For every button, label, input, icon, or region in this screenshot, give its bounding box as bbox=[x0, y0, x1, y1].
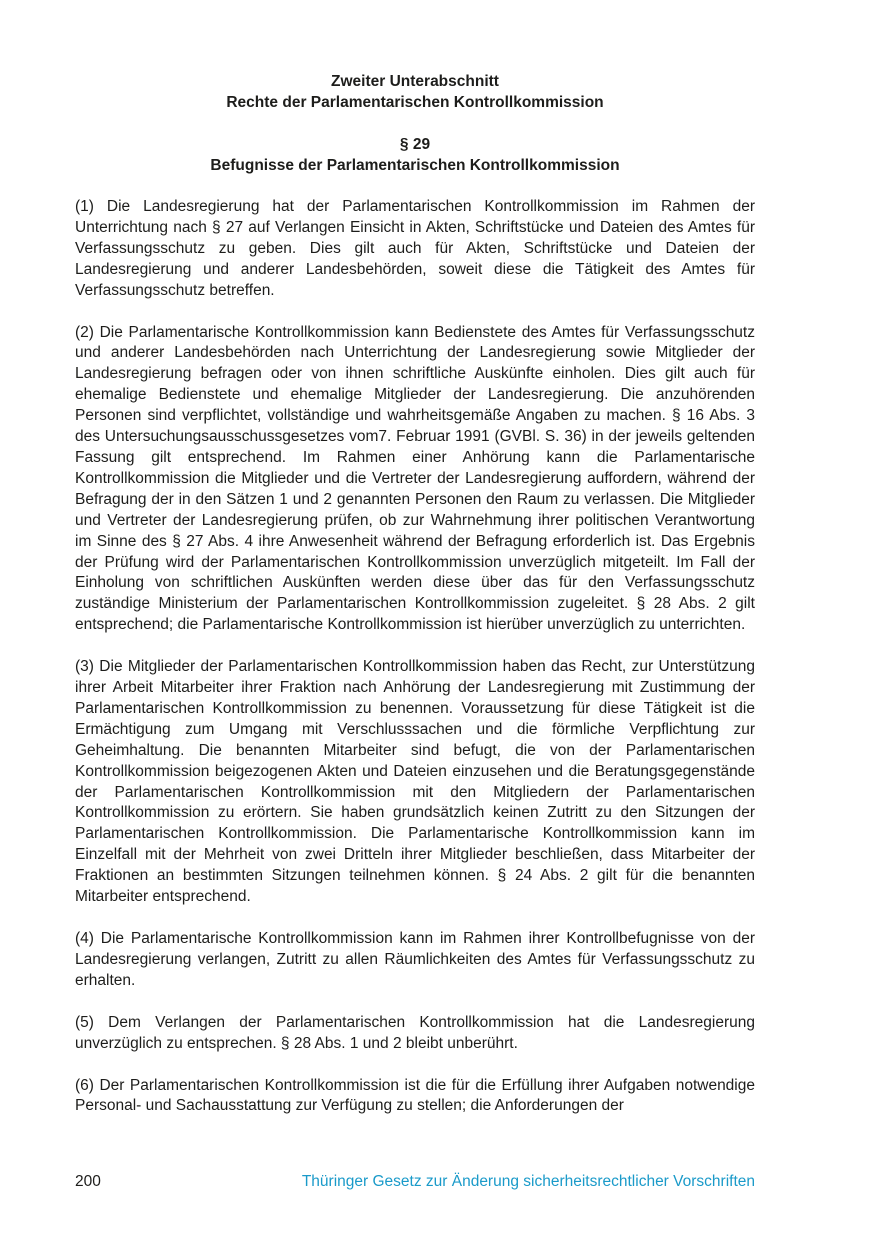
clause-5: (5) Dem Verlangen der Parlamentarischen Kontrollkommission hat die Landesregierung unverzüglich zu entsprechen. § 28 Abs. 1 und 2 bleibt unberührt. bbox=[75, 1013, 755, 1052]
running-title: Thüringer Gesetz zur Änderung sicherheitsrechtlicher Vorschriften bbox=[301, 1173, 755, 1190]
paragraph-number: § 29 bbox=[399, 136, 431, 153]
body-text bbox=[75, 197, 755, 1138]
clause-3: (3) Die Mitglieder der Parlamentarischen Kontrollkommission haben das Recht, zur Unterstützung ihrer Arbeit Mitarbeiter ihrer Fraktion nach Anhörung der Landesregierung mit Zustimmung der Parlamentarischen Kontrollkommission zu benennen. Voraussetzung für diese Tätigkeit ist die Ermächtigung zum Umgang mit Verschlusssachen und die förmliche Verpflichtung zur Geheimhaltung. Die benannten Mitarbeiter sind befugt, die von der Parlamentarischen Kontrollkommission beigezogenen Akten und Dateien einzusehen und die Beratungsgegenstände der Parlamentarischen Kontrollkommission mit den Mitgliedern der Parlamentarischen Kontrollkommission zu erörtern. Sie haben grundsätzlich keinen Zutritt zu den Sitzungen der Parlamentarischen Kontrollkommission. Die Parlamentarische Kontrollkommission kann im Einzelfall mit der Mehrheit von zwei Dritteln ihrer Mitglieder beschließen, dass Mitarbeiter der Fraktionen an bestimmten Sitzungen teilnehmen können. § 24 Abs. 2 gilt für die benannten Mitarbeiter entsprechend. bbox=[75, 658, 755, 906]
paragraph-heading bbox=[75, 134, 755, 176]
clause-2: (2) Die Parlamentarische Kontrollkommission kann Bedienstete des Amtes für Verfassungsschutz und anderer Landesbehörden nach Unterrichtung der Landesregierung sowie Mitglieder der Landesregierung befragen oder von ihnen schriftliche Auskünfte einholen. Dies gilt auch für ehemalige Bedienstete und ehemalige Mitglieder der Landesregierung. Die anzuhörenden Personen sind verpflichtet, vollständige und wahrheitsgemäße Angaben zu machen. § 16 Abs. 3 des Untersuchungsausschussgesetzes vom7. Februar 1991 (GVBl. S. 36) in der jeweils geltenden Fassung gilt entsprechend. Im Rahmen einer Anhörung kann die Parlamentarische Kontrollkommission die Mitglieder und die Vertreter der Landesregierung auffordern, während der Befragung der in den Sätzen 1 und 2 genannten Personen den Raum zu verlassen. Die Mitglieder und Vertreter der Landesregierung prüfen, ob zur Wahrnehmung ihrer politischen Verantwortung im Sinne des § 27 Abs. 4 ihre Anwesenheit während der Befragung erforderlich ist. Das Ergebnis der Prüfung wird der Parlamentarischen Kontrollkommission unverzüglich mitgeteilt. Im Fall der Einholung von schriftlichen Auskünften werden diese über das für den Verfassungsschutz zuständige Ministerium der Parlamentarischen Kontrollkommission zugeleitet. § 28 Abs. 2 gilt entsprechend; die Parlamentarische Kontrollkommission ist hierüber unverzüglich zu unterrichten. bbox=[75, 323, 755, 634]
subsection-title: Rechte der Parlamentarischen Kontrollkommission bbox=[226, 94, 604, 111]
page-number: 200 bbox=[75, 1173, 101, 1190]
clause-4: (4) Die Parlamentarische Kontrollkommission kann im Rahmen ihrer Kontrollbefugnisse von der Landesregierung verlangen, Zutritt zu allen Räumlichkeiten des Amtes für Verfassungsschutz zu erhalten. bbox=[75, 930, 755, 989]
subsection-heading bbox=[75, 71, 755, 113]
subsection-label: Zweiter Unterabschnitt bbox=[331, 73, 499, 90]
clause-6: (6) Der Parlamentarischen Kontrollkommission ist die für die Erfüllung ihrer Aufgaben notwendige Personal- und Sachausstattung zur Verfügung zu stellen; die Anforderungen der bbox=[75, 1076, 755, 1115]
paragraph-title: Befugnisse der Parlamentarischen Kontrollkommission bbox=[210, 157, 620, 174]
clause-1: (1) Die Landesregierung hat der Parlamentarischen Kontrollkommission im Rahmen der Unterrichtung nach § 27 auf Verlangen Einsicht in Akten, Schriftstücke und Dateien des Amtes für Verfassungsschutz zu geben. Dies gilt auch für Akten, Schriftstücke und Dateien der Landesregierung und anderer Landesbehörden, soweit diese die Tätigkeit des Amtes für Verfassungsschutz betreffen. bbox=[75, 198, 755, 299]
page-footer bbox=[75, 1170, 755, 1194]
